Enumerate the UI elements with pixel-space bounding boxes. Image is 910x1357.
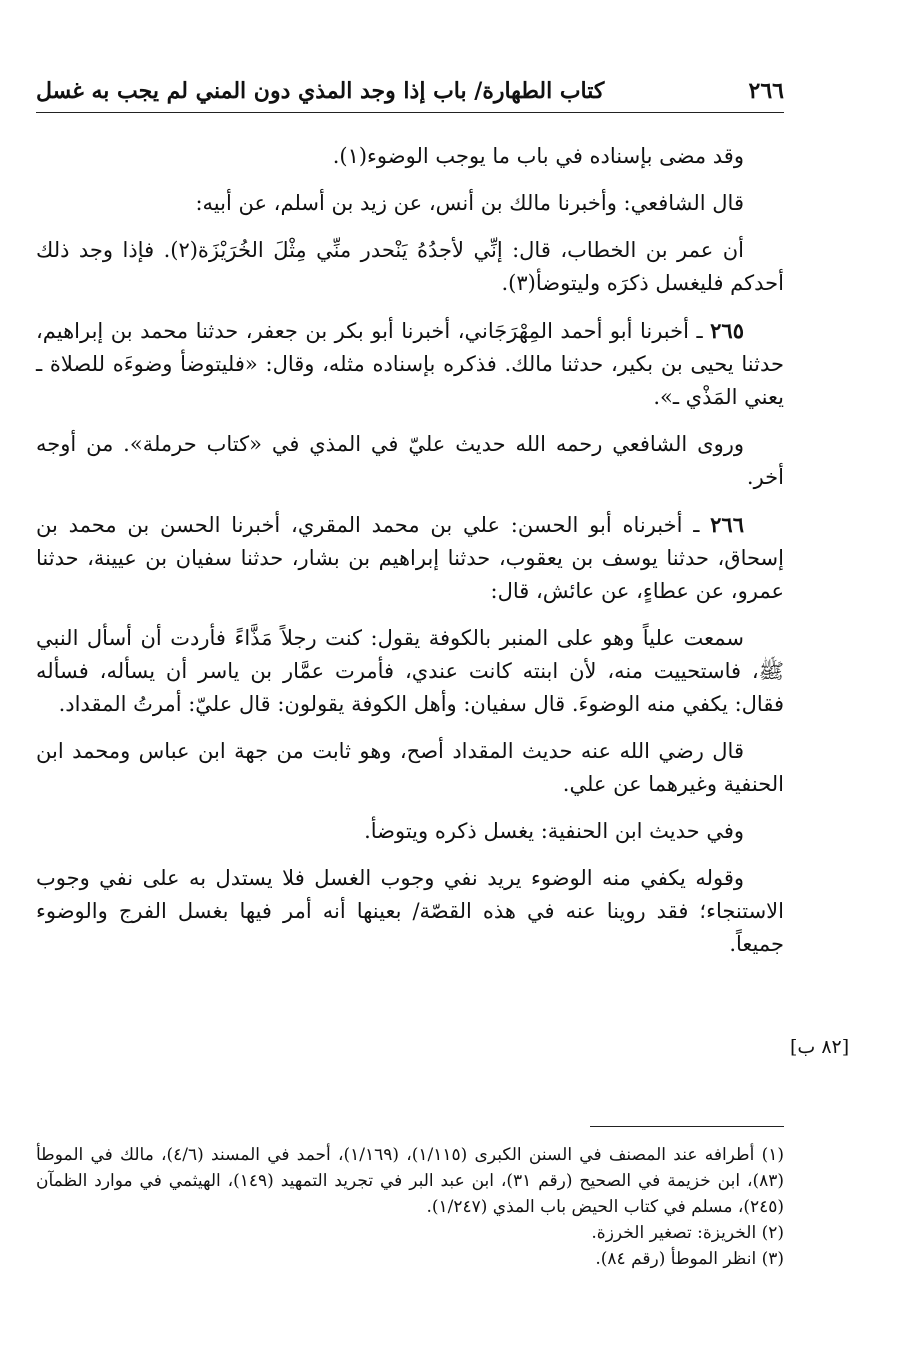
- paragraph: قال الشافعي: وأخبرنا مالك بن أنس، عن زيد بن أسلم، عن أبيه:: [195, 191, 744, 215]
- paragraph: قال رضي الله عنه حديث المقداد أصح، وهو ثابت من جهة ابن عباس ومحمد ابن الحنفية وغيرهما عن علي.: [36, 739, 784, 796]
- paragraph: وقوله يكفي منه الوضوء يريد نفي وجوب الغسل فلا يستدل به على نفي وجوب الاستنجاء؛ فقد روينا عنه في هذه القصّة/ بعينها أنه أمر فيها بغسل الفرج والوضوء جميعاً.: [36, 866, 784, 956]
- paragraph: أن عمر بن الخطاب، قال: إنِّي لأجدُهُ يَنْحدر منِّي مِثْلَ الخُرَيْزَة(٢). فإذا وجد ذلك أحدكم فليغسل ذكرَه وليتوضأ(٣).: [36, 238, 784, 295]
- footnotes: [36, 1142, 784, 1272]
- paragraph: سمعت علياً وهو على المنبر بالكوفة يقول: كنت رجلاً مَذَّاءً فأردت أن أسأل النبي ﷺ، فاستحييت منه، لأن ابنته كانت عندي، فأمرت عمَّار بن ياسر أن يسأله، فسأله فقال: يكفي منه الوضوءَ. قال سفيان: وأهل الكوفة يقولون: قال عليّ: أمرتُ المقداد.: [36, 626, 784, 716]
- footnote-label: (٢): [761, 1223, 784, 1243]
- footnote-divider: [590, 1126, 784, 1127]
- footnote-label: (٣): [761, 1249, 784, 1269]
- footnote: (٢) الخريزة: تصغير الخرزة.: [591, 1223, 784, 1243]
- manuscript-folio-note: [٨٢ ب]: [790, 1036, 850, 1058]
- header-title: كتاب الطهارة/ باب إذا وجد المذي دون المني لم يجب به غسل: [36, 78, 605, 104]
- header-divider: [36, 112, 784, 113]
- footnote: (٣) انظر الموطأ (رقم ٨٤).: [595, 1249, 784, 1269]
- paragraph: وفي حديث ابن الحنفية: يغسل ذكره ويتوضأ.: [364, 819, 744, 843]
- hadith-number: ٢٦٥: [710, 318, 744, 343]
- footnote: (١) أطرافه عند المصنف في السنن الكبرى (١/١١٥)، (١/١٦٩)، أحمد في المسند (٤/٦)، مالك في الموطأ (٨٣)، ابن خزيمة في الصحيح (رقم ٣١)، ابن عبد البر في تجريد التمهيد (١٤٩)، الهيثمي في موارد الظمآن (٢٤٥)، مسلم في كتاب الحيض باب المذي (١/٢٤٧).: [36, 1145, 784, 1217]
- running-header: [36, 78, 784, 108]
- paragraph: وروى الشافعي رحمه الله حديث عليّ في المذي في «كتاب حرملة». من أوجه أخر.: [36, 432, 784, 489]
- hadith-paragraph: ٢٦٦ ـ أخبرناه أبو الحسن: علي بن محمد المقري، أخبرنا الحسن بن محمد بن إسحاق، حدثنا يوسف بن يعقوب، حدثنا إبراهيم بن بشار، حدثنا سفيان بن عيينة، حدثنا عمرو، عن عطاءٍ، عن عائش، قال:: [36, 512, 784, 603]
- hadith-number: ٢٦٦: [710, 512, 744, 537]
- main-text: [36, 140, 784, 975]
- paragraph: وقد مضى بإسناده في باب ما يوجب الوضوء(١).: [332, 144, 744, 168]
- footnote-label: (١): [761, 1145, 784, 1165]
- page-number: ٢٦٦: [748, 78, 784, 104]
- hadith-paragraph: ٢٦٥ ـ أخبرنا أبو أحمد المِهْرَجَاني، أخبرنا أبو بكر بن جعفر، حدثنا محمد بن إبراهيم، حدثنا يحيى بن بكير، حدثنا مالك. فذكره بإسناده مثله، وقال: «فليتوضأ وضوءَه للصلاة ـ يعني المَذْي ـ».: [36, 318, 784, 409]
